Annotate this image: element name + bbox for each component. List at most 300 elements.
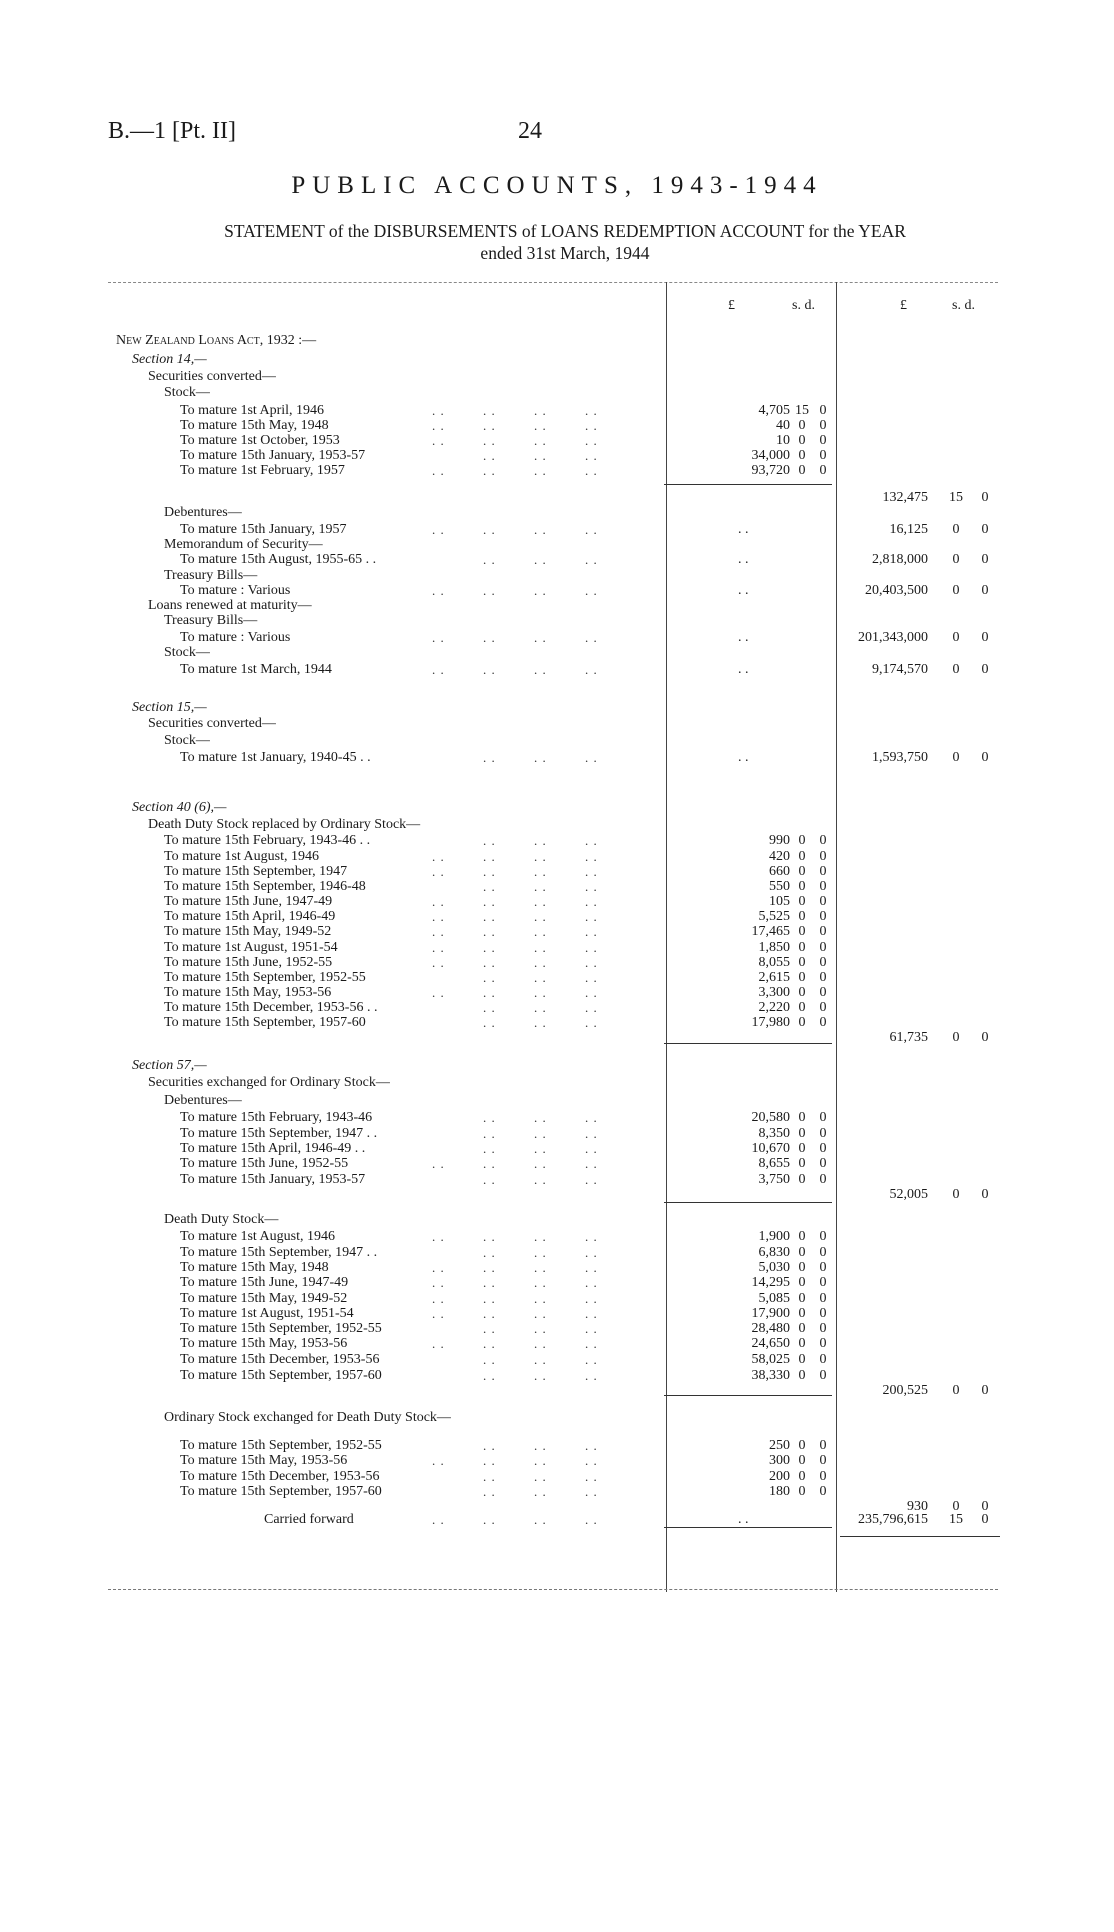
row-label: To mature 15th December, 1953-56 [180, 1352, 380, 1367]
table-row [0, 1275, 1114, 1291]
row-label: To mature 15th May, 1953-56 [164, 985, 332, 1000]
row-label: To mature 1st August, 1946 [180, 1229, 335, 1244]
table-row [0, 1438, 1114, 1454]
row-label: To mature 15th September, 1952-55 [180, 1438, 382, 1453]
amount-pounds: 28,480 [751, 1321, 790, 1336]
amount-pence: 0 [819, 970, 827, 985]
amount-pounds: 14,295 [751, 1275, 790, 1290]
row-label: To mature 15th September, 1957-60 [180, 1368, 382, 1383]
leader-dots: . . . . . . . . [432, 1229, 598, 1244]
table-row [0, 716, 1114, 732]
leader-dots: . . . . . . [432, 879, 598, 894]
row-label: Carried forward [264, 1512, 354, 1527]
amount-pounds: 10 [776, 433, 790, 448]
amount-pence: 0 [819, 833, 827, 848]
amount-pence: 0 [819, 879, 827, 894]
total-pounds: 61,735 [889, 1030, 928, 1045]
row-label: To mature 15th June, 1947-49 [164, 894, 333, 909]
amount-shillings: 0 [798, 1260, 806, 1275]
total-pounds: 930 [907, 1499, 928, 1514]
table-row [0, 1291, 1114, 1307]
row-label: To mature 15th May, 1953-56 [180, 1336, 348, 1351]
row-label: To mature 15th December, 1953-56 [180, 1469, 380, 1484]
row-label: To mature 15th February, 1943-46 . . [164, 833, 371, 848]
leader-dots: . . . . . . [432, 1368, 598, 1383]
leader-dots-amount: . . [738, 522, 749, 537]
leader-dots: . . . . . . . . [432, 463, 598, 478]
table-row [0, 433, 1114, 449]
row-label: Securities exchanged for Ordinary Stock— [148, 1075, 390, 1090]
total-rule [840, 1536, 1000, 1537]
amount-shillings: 0 [798, 940, 806, 955]
amount-pence: 0 [819, 1156, 827, 1171]
row-label: Section 14,— [132, 352, 207, 367]
total-pence: 0 [981, 1383, 989, 1398]
row-label: Death Duty Stock replaced by Ordinary Stock— [148, 817, 421, 832]
leader-dots-amount: . . [738, 552, 749, 567]
table-row [0, 1000, 1114, 1016]
amount-pence: 0 [819, 1321, 827, 1336]
row-label: To mature 1st August, 1951-54 [164, 940, 338, 955]
amount-pence: 0 [819, 909, 827, 924]
table-row [0, 1484, 1114, 1500]
table-row [0, 1352, 1114, 1368]
row-label: Stock— [164, 733, 210, 748]
table-row [0, 1306, 1114, 1322]
table-row [0, 955, 1114, 971]
leader-dots: . . . . . . . . [432, 1275, 598, 1290]
row-label: Treasury Bills— [164, 568, 258, 583]
amount-pounds: 38,330 [751, 1368, 790, 1383]
leader-dots: . . . . . . [432, 750, 598, 765]
total-pounds: 132,475 [882, 490, 928, 505]
amount-pounds: 200 [769, 1469, 790, 1484]
total-shillings: 0 [952, 662, 960, 677]
total-pence: 0 [981, 750, 989, 765]
table-row [0, 1126, 1114, 1142]
leader-dots: . . . . . . . . [432, 924, 598, 939]
page-number: 24 [518, 118, 542, 144]
amount-pounds: 4,705 [758, 403, 790, 418]
leader-dots: . . . . . . [432, 1245, 598, 1260]
amount-pounds: 5,525 [758, 909, 790, 924]
amount-pence: 0 [819, 1141, 827, 1156]
table-row [0, 1141, 1114, 1157]
table-row [0, 1187, 1114, 1203]
table-row [0, 598, 1114, 614]
amount-shillings: 0 [798, 970, 806, 985]
row-label: To mature 15th June, 1952-55 [180, 1156, 349, 1171]
row-label: To mature 15th June, 1952-55 [164, 955, 333, 970]
amount-pounds: 3,750 [758, 1172, 790, 1187]
table-row [0, 970, 1114, 986]
row-label: To mature 15th January, 1957 [180, 522, 347, 537]
amount-pounds: 3,300 [758, 985, 790, 1000]
amount-shillings: 0 [798, 909, 806, 924]
row-label: Treasury Bills— [164, 613, 258, 628]
amount-pence: 0 [819, 1126, 827, 1141]
total-shillings: 0 [952, 1383, 960, 1398]
row-label: To mature 15th December, 1953-56 . . [164, 1000, 378, 1015]
amount-pence: 0 [819, 849, 827, 864]
table-row [0, 1058, 1114, 1074]
leader-dots: . . . . . . . . [432, 1156, 598, 1171]
amount-pence: 0 [819, 1469, 827, 1484]
row-label: New Zealand Loans Act, 1932 :— [116, 333, 317, 348]
row-label: To mature 15th May, 1948 [180, 418, 329, 433]
table-row [0, 1075, 1114, 1091]
amount-pounds: 93,720 [751, 463, 790, 478]
table-row [0, 1469, 1114, 1485]
table-row [0, 1245, 1114, 1261]
row-label: To mature 1st February, 1957 [180, 463, 345, 478]
amount-pounds: 17,900 [751, 1306, 790, 1321]
amount-pence: 0 [819, 924, 827, 939]
row-label: Stock— [164, 385, 210, 400]
amount-shillings: 15 [795, 403, 809, 418]
amount-shillings: 0 [798, 879, 806, 894]
amount-shillings: 0 [798, 1275, 806, 1290]
table-row [0, 645, 1114, 661]
amount-shillings: 0 [798, 1245, 806, 1260]
total-pounds: 52,005 [889, 1187, 928, 1202]
total-shillings: 0 [952, 522, 960, 537]
table-row [0, 505, 1114, 521]
table-row [0, 1368, 1114, 1384]
table-row [0, 1321, 1114, 1337]
row-label: Loans renewed at maturity— [148, 598, 312, 613]
table-row [0, 1015, 1114, 1031]
amount-shillings: 0 [798, 1336, 806, 1351]
row-label: To mature 15th April, 1946-49 . . [180, 1141, 366, 1156]
leader-dots-amount: . . [738, 750, 749, 765]
row-label: Securities converted— [148, 716, 276, 731]
leader-dots: . . . . . . . . [432, 940, 598, 955]
total-pounds: 235,796,615 [858, 1512, 928, 1527]
table-row [0, 750, 1114, 766]
col-head-pounds-2: £ [900, 298, 907, 313]
amount-shillings: 0 [798, 463, 806, 478]
amount-pence: 0 [819, 1260, 827, 1275]
leader-dots: . . . . . . . . [432, 1336, 598, 1351]
table-row [0, 369, 1114, 385]
amount-pounds: 8,055 [758, 955, 790, 970]
amount-pounds: 8,350 [758, 1126, 790, 1141]
leader-dots: . . . . . . . . [432, 955, 598, 970]
table-row [0, 1172, 1114, 1188]
amount-shillings: 0 [798, 1015, 806, 1030]
total-pounds: 201,343,000 [858, 630, 928, 645]
document-reference: B.—1 [Pt. II] [108, 118, 236, 144]
row-label: To mature : Various [180, 583, 291, 598]
amount-pounds: 58,025 [751, 1352, 790, 1367]
subtotal-rule [664, 1202, 832, 1203]
amount-pence: 0 [819, 940, 827, 955]
amount-pence: 0 [819, 1245, 827, 1260]
table-row [0, 909, 1114, 925]
row-label: To mature 15th September, 1957-60 [180, 1484, 382, 1499]
amount-pence: 0 [819, 403, 827, 418]
row-label: To mature 15th September, 1952-55 [164, 970, 366, 985]
leader-dots: . . . . . . . . [432, 864, 598, 879]
leader-dots: . . . . . . [432, 1015, 598, 1030]
amount-pence: 0 [819, 1110, 827, 1125]
leader-dots: . . . . . . . . [432, 1453, 598, 1468]
total-pence: 0 [981, 1030, 989, 1045]
row-label: To mature 1st March, 1944 [180, 662, 332, 677]
bottom-rule [108, 1589, 998, 1590]
table-row [0, 800, 1114, 816]
total-shillings: 0 [952, 552, 960, 567]
leader-dots: . . . . . . [432, 1141, 598, 1156]
table-row [0, 463, 1114, 479]
leader-dots: . . . . . . [432, 1321, 598, 1336]
table-row [0, 1383, 1114, 1399]
top-rule [108, 282, 998, 283]
total-pounds: 200,525 [882, 1383, 928, 1398]
col-head-sd: s. d. [792, 298, 815, 313]
row-label: To mature 1st October, 1953 [180, 433, 340, 448]
row-label: To mature 1st January, 1940-45 . . [180, 750, 371, 765]
table-row [0, 662, 1114, 678]
statement-line-1: STATEMENT of the DISBURSEMENTS of LOANS REDEMPTION ACCOUNT for the YEAR [224, 221, 906, 241]
row-label: To mature 15th June, 1947-49 [180, 1275, 349, 1290]
leader-dots: . . . . . . . . [432, 909, 598, 924]
amount-pounds: 1,850 [758, 940, 790, 955]
row-label: To mature 15th September, 1947 . . [180, 1126, 378, 1141]
row-label: To mature : Various [180, 630, 291, 645]
subtotal-rule [664, 1395, 832, 1396]
amount-shillings: 0 [798, 433, 806, 448]
table-row [0, 1336, 1114, 1352]
amount-pence: 0 [819, 955, 827, 970]
leader-dots: . . . . . . [432, 1172, 598, 1187]
amount-pounds: 2,220 [758, 1000, 790, 1015]
table-row [0, 568, 1114, 584]
leader-dots-amount: . . [738, 1512, 749, 1527]
row-label: To mature 15th September, 1947 . . [180, 1245, 378, 1260]
amount-shillings: 0 [798, 418, 806, 433]
leader-dots: . . . . . . . . [432, 583, 598, 598]
row-label: Ordinary Stock exchanged for Death Duty Stock— [164, 1410, 451, 1425]
leader-dots: . . . . . . . . [432, 1512, 598, 1527]
leader-dots-amount: . . [738, 583, 749, 598]
total-pence: 0 [981, 522, 989, 537]
amount-pounds: 40 [776, 418, 790, 433]
leader-dots: . . . . . . [432, 1438, 598, 1453]
table-row [0, 864, 1114, 880]
row-label: To mature 15th April, 1946-49 [164, 909, 336, 924]
table-row [0, 1030, 1114, 1046]
leader-dots: . . . . . . . . [432, 894, 598, 909]
amount-pounds: 105 [769, 894, 790, 909]
amount-pounds: 250 [769, 1438, 790, 1453]
amount-shillings: 0 [798, 849, 806, 864]
statement-heading [90, 220, 1040, 264]
table-row [0, 537, 1114, 553]
table-row [0, 733, 1114, 749]
amount-shillings: 0 [798, 985, 806, 1000]
amount-pence: 0 [819, 1453, 827, 1468]
amount-shillings: 0 [798, 1469, 806, 1484]
subtotal-rule [664, 1043, 832, 1044]
amount-pounds: 20,580 [751, 1110, 790, 1125]
amount-shillings: 0 [798, 1352, 806, 1367]
total-pounds: 1,593,750 [872, 750, 928, 765]
amount-pence: 0 [819, 1172, 827, 1187]
amount-pounds: 550 [769, 879, 790, 894]
row-label: Debentures— [164, 1093, 242, 1108]
amount-shillings: 0 [798, 833, 806, 848]
total-pounds: 9,174,570 [872, 662, 928, 677]
leader-dots: . . . . . . . . [432, 522, 598, 537]
table-row [0, 1110, 1114, 1126]
amount-pounds: 24,650 [751, 1336, 790, 1351]
row-label: To mature 15th May, 1948 [180, 1260, 329, 1275]
total-pence: 0 [981, 662, 989, 677]
amount-pence: 0 [819, 1015, 827, 1030]
row-label: To mature 1st August, 1946 [164, 849, 319, 864]
amount-pence: 0 [819, 418, 827, 433]
table-row [0, 630, 1114, 646]
leader-dots: . . . . . . . . [432, 403, 598, 418]
amount-shillings: 0 [798, 1156, 806, 1171]
table-row [0, 448, 1114, 464]
amount-pence: 0 [819, 1306, 827, 1321]
leader-dots: . . . . . . . . [432, 1291, 598, 1306]
leader-dots: . . . . . . . . [432, 1306, 598, 1321]
amount-pence: 0 [819, 1291, 827, 1306]
table-row [0, 1453, 1114, 1469]
total-pounds: 20,403,500 [865, 583, 928, 598]
table-row [0, 385, 1114, 401]
subtotal-rule [664, 484, 832, 485]
amount-pounds: 180 [769, 1484, 790, 1499]
row-label: To mature 15th September, 1952-55 [180, 1321, 382, 1336]
row-label: To mature 1st August, 1951-54 [180, 1306, 354, 1321]
amount-pence: 0 [819, 1336, 827, 1351]
leader-dots: . . . . . . . . [432, 418, 598, 433]
row-label: Stock— [164, 645, 210, 660]
leader-dots-amount: . . [738, 662, 749, 677]
table-row [0, 1410, 1114, 1426]
total-pence: 0 [981, 490, 989, 505]
table-row [0, 817, 1114, 833]
amount-pounds: 10,670 [751, 1141, 790, 1156]
amount-pence: 0 [819, 1438, 827, 1453]
amount-pounds: 5,085 [758, 1291, 790, 1306]
total-pence: 0 [981, 583, 989, 598]
amount-pence: 0 [819, 864, 827, 879]
total-pence: 0 [981, 1499, 989, 1514]
amount-pounds: 1,900 [758, 1229, 790, 1244]
amount-shillings: 0 [798, 1291, 806, 1306]
total-shillings: 0 [952, 583, 960, 598]
table-row [0, 583, 1114, 599]
leader-dots: . . . . . . . . [432, 849, 598, 864]
amount-pence: 0 [819, 894, 827, 909]
row-label: Death Duty Stock— [164, 1212, 279, 1227]
amount-shillings: 0 [798, 1229, 806, 1244]
amount-shillings: 0 [798, 924, 806, 939]
amount-pence: 0 [819, 985, 827, 1000]
amount-pence: 0 [819, 1484, 827, 1499]
amount-shillings: 0 [798, 1126, 806, 1141]
leader-dots: . . . . . . . . [432, 985, 598, 1000]
col-head-sd-2: s. d. [952, 298, 975, 313]
leader-dots: . . . . . . [432, 1000, 598, 1015]
amount-pence: 0 [819, 1352, 827, 1367]
row-label: To mature 15th May, 1953-56 [180, 1453, 348, 1468]
table-row [0, 1512, 1114, 1528]
total-shillings: 0 [952, 630, 960, 645]
row-label: To mature 15th May, 1949-52 [164, 924, 332, 939]
amount-pounds: 17,980 [751, 1015, 790, 1030]
table-row [0, 1212, 1114, 1228]
table-row [0, 333, 1114, 349]
amount-shillings: 0 [798, 1453, 806, 1468]
amount-shillings: 0 [798, 955, 806, 970]
amount-pounds: 6,830 [758, 1245, 790, 1260]
leader-dots: . . . . . . [432, 1126, 598, 1141]
col-head-pounds: £ [728, 298, 735, 313]
row-label: Memorandum of Security— [164, 537, 323, 552]
row-label: To mature 15th September, 1947 [164, 864, 348, 879]
table-row [0, 940, 1114, 956]
row-label: To mature 15th September, 1946-48 [164, 879, 366, 894]
leader-dots: . . . . . . . . [432, 433, 598, 448]
table-row [0, 1093, 1114, 1109]
amount-pounds: 5,030 [758, 1260, 790, 1275]
total-shillings: 0 [952, 1030, 960, 1045]
row-label: To mature 15th February, 1943-46 [180, 1110, 373, 1125]
table-row [0, 1229, 1114, 1245]
total-pence: 0 [981, 552, 989, 567]
row-label: Debentures— [164, 505, 242, 520]
page-title: PUBLIC ACCOUNTS, 1943-1944 [291, 172, 823, 199]
row-label: To mature 15th August, 1955-65 . . [180, 552, 377, 567]
table-row [0, 522, 1114, 538]
amount-pence: 0 [819, 1275, 827, 1290]
table-row [0, 833, 1114, 849]
amount-shillings: 0 [798, 864, 806, 879]
total-shillings: 15 [949, 490, 963, 505]
total-shillings: 0 [952, 1187, 960, 1202]
leader-dots: . . . . . . [432, 1484, 598, 1499]
amount-pounds: 34,000 [751, 448, 790, 463]
table-row [0, 613, 1114, 629]
table-row [0, 403, 1114, 419]
amount-pounds: 8,655 [758, 1156, 790, 1171]
statement-line-2: ended 31st March, 1944 [480, 243, 650, 263]
row-label: Section 15,— [132, 700, 207, 715]
amount-shillings: 0 [798, 1141, 806, 1156]
amount-pence: 0 [819, 1000, 827, 1015]
leader-dots-amount: . . [738, 630, 749, 645]
leader-dots: . . . . . . [432, 1352, 598, 1367]
amount-shillings: 0 [798, 1172, 806, 1187]
leader-dots: . . . . . . [432, 1469, 598, 1484]
row-label: To mature 15th January, 1953-57 [180, 1172, 366, 1187]
amount-pence: 0 [819, 1229, 827, 1244]
table-row [0, 879, 1114, 895]
table-row [0, 552, 1114, 568]
leader-dots: . . . . . . [432, 833, 598, 848]
amount-pence: 0 [819, 448, 827, 463]
total-pounds: 2,818,000 [872, 552, 928, 567]
amount-shillings: 0 [798, 1438, 806, 1453]
amount-pounds: 2,615 [758, 970, 790, 985]
